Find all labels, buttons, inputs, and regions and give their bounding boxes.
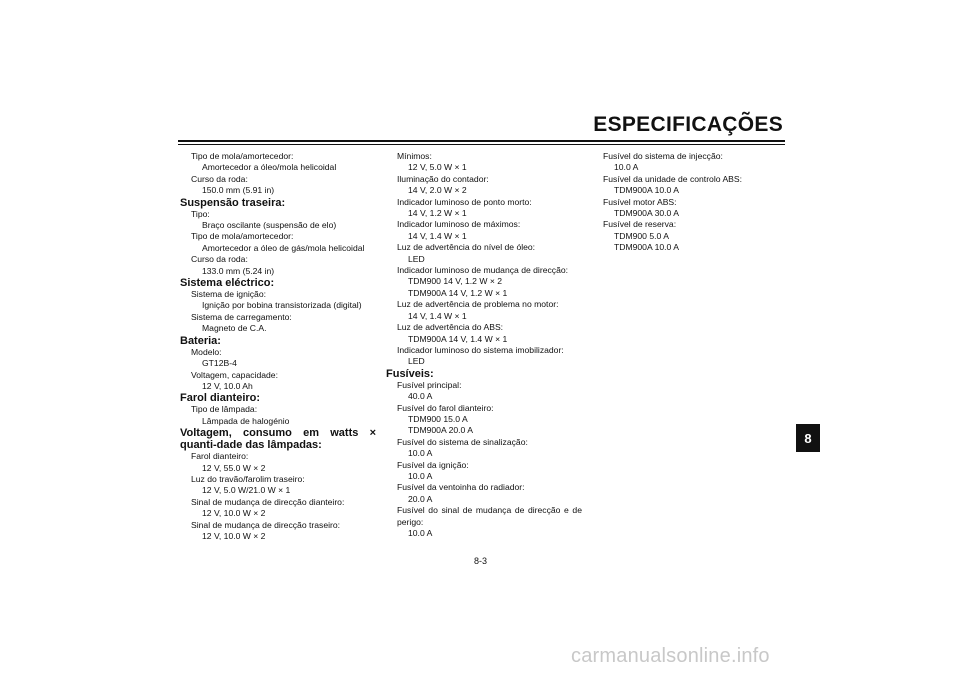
section-heading: Bateria: [180, 334, 221, 347]
spec-value: GT12B-4 [202, 358, 237, 369]
spec-label: Indicador luminoso de ponto morto: [397, 196, 532, 207]
spec-value: 12 V, 5.0 W × 1 [408, 162, 467, 173]
spec-label: Tipo de lâmpada: [191, 404, 258, 415]
spec-value: Braço oscilante (suspensão de elo) [202, 220, 337, 231]
spec-column-2 [386, 151, 582, 539]
spec-label: Indicador luminoso do sistema imobilizador: [397, 344, 564, 355]
spec-value: 150.0 mm (5.91 in) [202, 185, 275, 196]
spec-label: Voltagem, capacidade: [191, 369, 278, 380]
section-heading: Voltagem, consumo em watts × quanti-dade das lâmpadas: [180, 427, 376, 452]
spec-value: 133.0 mm (5.24 in) [202, 265, 275, 276]
spec-value: Ignição por bobina transistorizada (digital) [202, 300, 362, 311]
spec-value: 12 V, 55.0 W × 2 [202, 462, 266, 473]
spec-column-3 [592, 151, 788, 254]
spec-value: 12 V, 10.0 W × 2 [202, 530, 266, 541]
spec-label: Farol dianteiro: [191, 451, 249, 462]
spec-label: Sinal de mudança de direcção traseiro: [191, 519, 341, 530]
spec-label: Fusível da ignição: [397, 459, 469, 470]
spec-value: TDM900 5.0 A [614, 230, 669, 241]
spec-value: 12 V, 10.0 W × 2 [202, 508, 266, 519]
spec-label: Sinal de mudança de direcção dianteiro: [191, 496, 345, 507]
spec-label: Tipo de mola/amortecedor: [191, 151, 294, 161]
spec-value: Lâmpada de halogénio [202, 415, 290, 426]
spec-label: Fusível da ventoinha do radiador: [397, 482, 525, 493]
spec-label: Fusível do sistema de sinalização: [397, 436, 528, 447]
spec-value: 14 V, 1.4 W × 1 [408, 230, 467, 241]
spec-label: Fusível motor ABS: [603, 196, 677, 207]
spec-value: LED [408, 253, 425, 264]
section-heading: Suspensão traseira: [180, 196, 286, 209]
spec-value: TDM900A 10.0 A [614, 242, 679, 253]
spec-label: Tipo: [191, 208, 210, 219]
spec-label: Fusível do sinal de mudança de direcção e de perigo: [397, 505, 582, 527]
header-rule-thin [178, 144, 785, 145]
spec-label: Fusível da unidade de controlo ABS: [603, 173, 743, 184]
spec-value: Amortecedor a óleo/mola helicoidal [202, 162, 337, 173]
spec-value: TDM900A 10.0 A [614, 185, 679, 196]
spec-value: 20.0 A [408, 493, 433, 504]
spec-value: LED [408, 356, 425, 367]
spec-label: Indicador luminoso de máximos: [397, 219, 521, 230]
section-heading: Farol dianteiro: [180, 392, 261, 405]
spec-column-1 [180, 151, 376, 542]
spec-label: Tipo de mola/amortecedor: [191, 231, 294, 242]
spec-value: 12 V, 5.0 W/21.0 W × 1 [202, 485, 291, 496]
spec-label: Luz do travão/farolim traseiro: [191, 473, 305, 484]
spec-value: 14 V, 1.2 W × 1 [408, 208, 467, 219]
spec-value: TDM900 15.0 A [408, 413, 468, 424]
spec-label: Luz de advertência do nível de óleo: [397, 242, 536, 253]
spec-value: 10.0 A [614, 162, 639, 173]
spec-value: Magneto de C.A. [202, 323, 267, 334]
spec-label: Indicador luminoso de mudança de direcção: [397, 265, 569, 276]
spec-label: Fusível do sistema de injecção: [603, 151, 723, 161]
spec-value: 10.0 A [408, 470, 433, 481]
spec-value: TDM900A 14 V, 1.4 W × 1 [408, 333, 508, 344]
spec-label: Fusível principal: [397, 379, 462, 390]
chapter-tab: 8 [796, 424, 820, 452]
section-heading: Sistema eléctrico: [180, 277, 275, 290]
spec-value: TDM900A 20.0 A [408, 425, 473, 436]
spec-value: 40.0 A [408, 391, 433, 402]
spec-value: 14 V, 1.4 W × 1 [408, 310, 467, 321]
spec-value: 14 V, 2.0 W × 2 [408, 185, 467, 196]
section-heading: Fusíveis: [386, 367, 434, 380]
spec-label: Curso da roda: [191, 173, 248, 184]
spec-value: 10.0 A [408, 528, 433, 538]
spec-label: Fusível do farol dianteiro: [397, 402, 494, 413]
spec-label: Mínimos: [397, 151, 432, 161]
spec-value: 12 V, 10.0 Ah [202, 380, 253, 391]
spec-label: Sistema de ignição: [191, 289, 266, 300]
spec-value: 10.0 A [408, 448, 433, 459]
spec-label: Luz de advertência do ABS: [397, 322, 504, 333]
spec-value: TDM900A 14 V, 1.2 W × 1 [408, 287, 508, 298]
spec-label: Curso da roda: [191, 254, 248, 265]
watermark: carmanualsonline.info [571, 645, 770, 667]
spec-label: Iluminação do contador: [397, 173, 489, 184]
spec-label: Fusível de reserva: [603, 219, 677, 230]
spec-value: TDM900 14 V, 1.2 W × 2 [408, 276, 503, 287]
page-number: 8-3 [474, 556, 488, 566]
header-rule [178, 140, 785, 142]
spec-value: Amortecedor a óleo de gás/mola helicoidal [202, 242, 365, 253]
spec-label: Luz de advertência de problema no motor: [397, 299, 559, 310]
spec-value: TDM900A 30.0 A [614, 208, 679, 219]
spec-label: Modelo: [191, 346, 222, 357]
page-title: ESPECIFICAÇÕES [593, 113, 783, 136]
spec-label: Sistema de carregamento: [191, 311, 292, 322]
